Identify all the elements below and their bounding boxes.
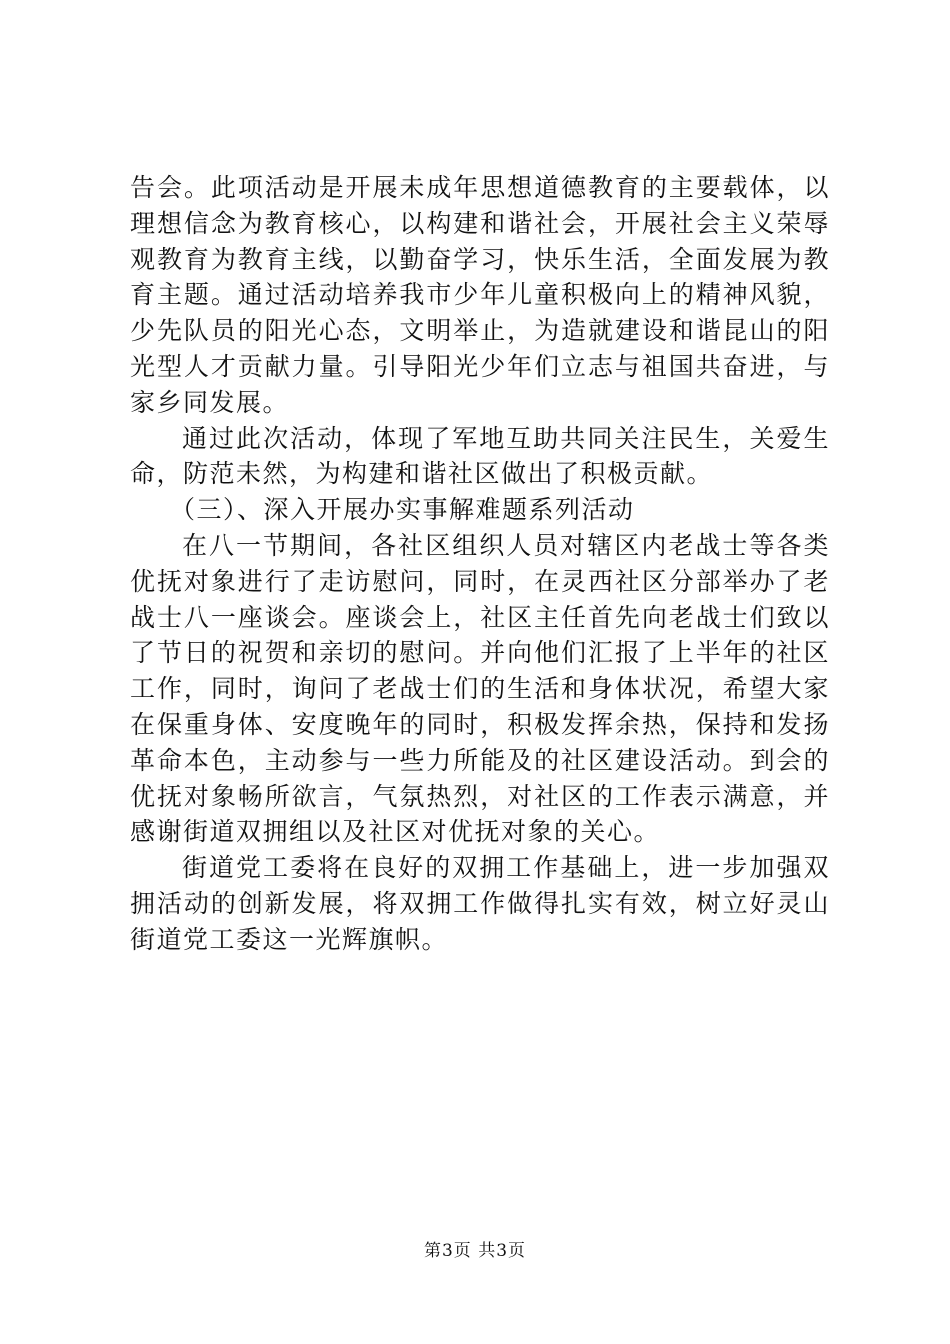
section-heading: （三）、深入开展办实事解难题系列活动	[170, 495, 635, 525]
paragraph-continuation: 告会。此项活动是开展未成年思想道德教育的主要载体，以理想信念为教育核心，以构建和谐社会，开展社会主义荣辱观教育为教育主线，以勤奋学习，快乐生活，全面发展为教育主题。通过活动培养我市少年儿童积极向上的精神风貌，少先队员的阳光心态，文明举止，为造就建设和谐昆山的阳光型人才贡献力量。引导阳光少年们立志与祖国共奋进，与家乡同发展。	[130, 173, 830, 417]
paragraph-conclusion: 街道党工委将在良好的双拥工作基础上，进一步加强双拥活动的创新发展，将双拥工作做得扎实有效，树立好灵山街道党工委这一光辉旗帜。	[130, 853, 830, 954]
document-body	[130, 170, 830, 958]
paragraph-activity-summary: 通过此次活动，体现了军地互助共同关注民生，关爱生命，防范未然，为构建和谐社区做出了积极贡献。	[130, 423, 830, 489]
page-footer: 第3页 共3页	[423, 1241, 527, 1261]
paragraph-bayi-visit: 在八一节期间，各社区组织人员对辖区内老战士等各类优抚对象进行了走访慰问，同时，在灵西社区分部举办了老战士八一座谈会。座谈会上，社区主任首先向老战士们致以了节日的祝贺和亲切的慰问。并向他们汇报了上半年的社区工作，同时，询问了老战士们的生活和身体状况，希望大家在保重身体、安度晚年的同时，积极发挥余热，保持和发扬革命本色，主动参与一些力所能及的社区建设活动。到会的优抚对象畅所欲言，气氛热烈，对社区的工作表示满意，并感谢街道双拥组以及社区对优抚对象的关心。	[130, 530, 830, 847]
